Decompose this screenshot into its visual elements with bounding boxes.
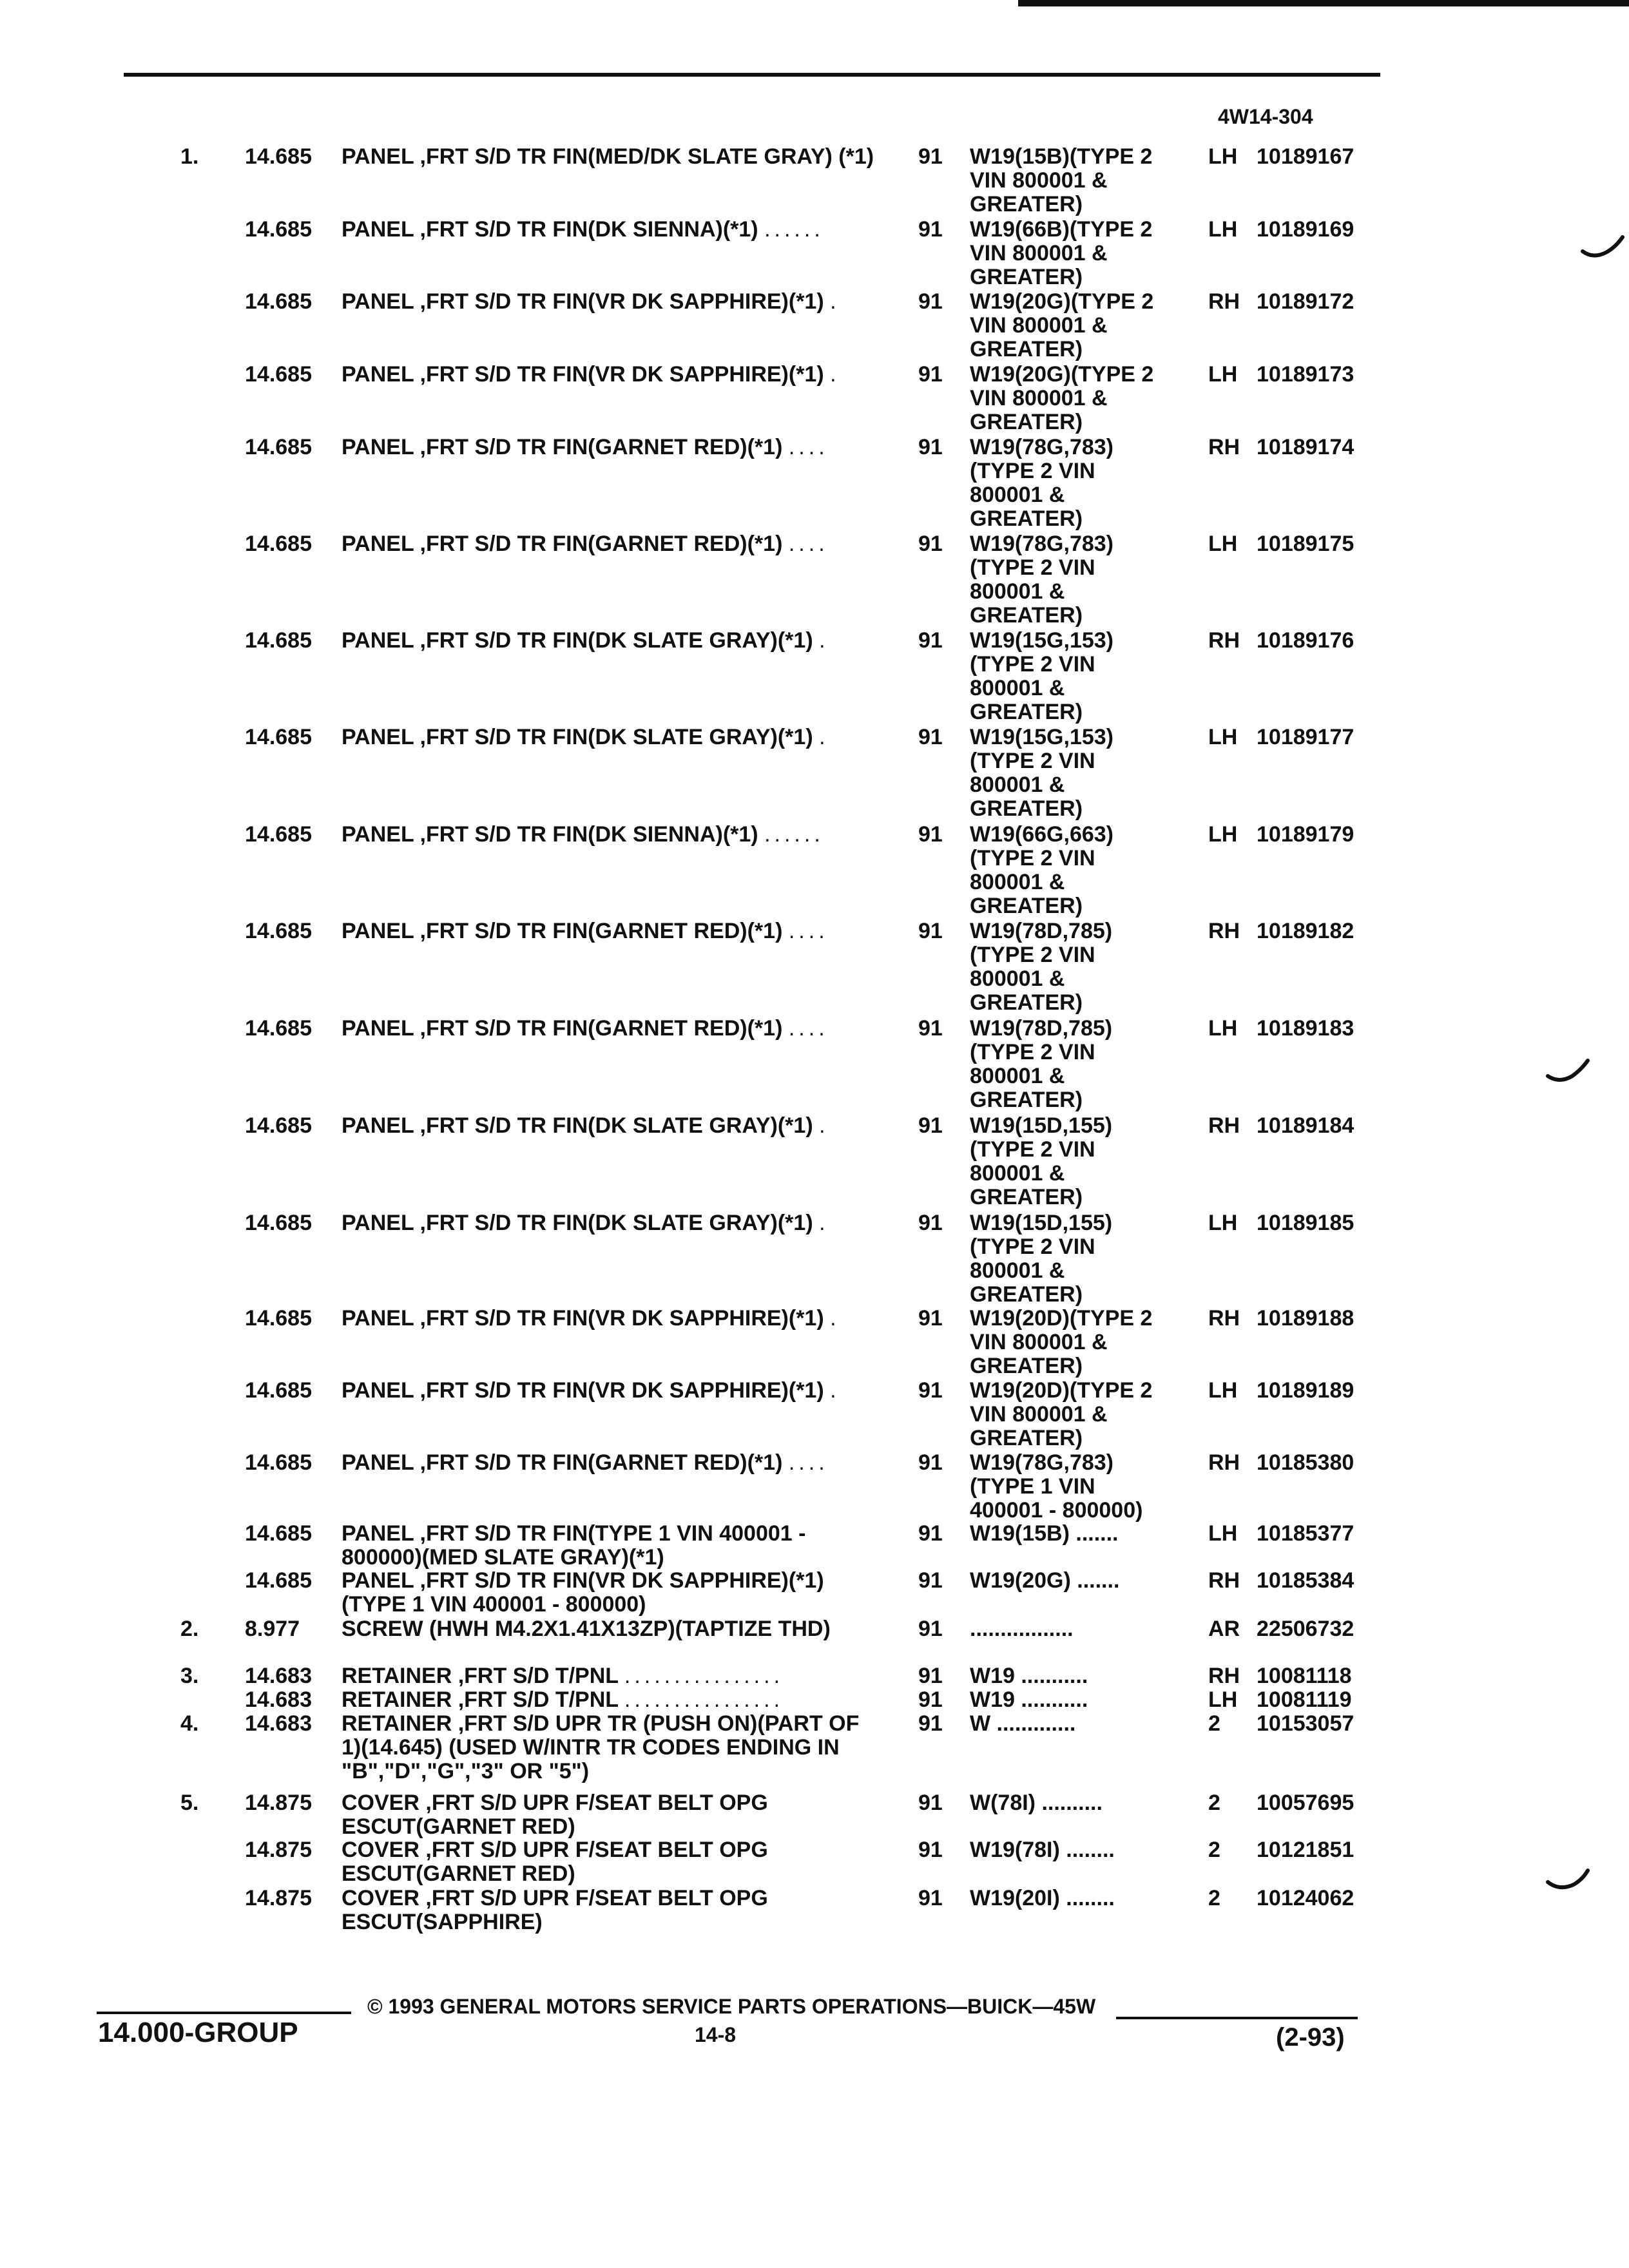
cell-year: 91 — [918, 435, 943, 459]
cell-side: LH — [1208, 1211, 1238, 1235]
cell-part-no: 10189167 — [1257, 144, 1354, 169]
cell-year: 91 — [918, 362, 943, 387]
description-leader-dots: . — [819, 725, 829, 749]
parts-row — [0, 363, 1629, 436]
cell-description — [342, 1522, 876, 1570]
cell-group: 14.685 — [245, 532, 312, 556]
description-lead: PANEL — [342, 362, 414, 387]
cell-part-no: 10189173 — [1257, 362, 1354, 387]
cell-part-no: 10189189 — [1257, 1378, 1354, 1403]
description-lead: PANEL — [342, 1378, 414, 1403]
cell-side: RH — [1208, 1664, 1240, 1688]
cell-group: 14.685 — [245, 822, 312, 847]
parts-row — [0, 1791, 1629, 1838]
cell-year: 91 — [918, 1521, 943, 1546]
description-lead: SCREW — [342, 1617, 423, 1641]
cell-group: 14.685 — [245, 217, 312, 242]
cell-side: LH — [1208, 532, 1238, 556]
cell-year: 91 — [918, 1711, 943, 1736]
description-lead: PANEL — [342, 628, 414, 653]
description-lead: RETAINER — [342, 1664, 452, 1688]
cell-group: 14.685 — [245, 1113, 312, 1138]
description-rest: ,FRT S/D T/PNL — [452, 1664, 619, 1688]
cell-part-no: 10185377 — [1257, 1521, 1354, 1546]
cell-year: 91 — [918, 919, 943, 943]
cell-side: 2 — [1208, 1711, 1220, 1736]
description-leader-dots: .... — [788, 1016, 829, 1041]
cell-part-no: 10189172 — [1257, 289, 1354, 314]
description-rest: ,FRT S/D TR FIN(MED/DK SLATE GRAY) (*1) — [414, 144, 874, 169]
cell-model: W19(78D,785) (TYPE 2 VIN 800001 & GREATER) — [970, 1016, 1113, 1112]
cell-group: 14.685 — [245, 289, 312, 314]
cell-description — [342, 1688, 876, 1712]
cell-side: RH — [1208, 919, 1240, 943]
cell-description — [342, 726, 876, 749]
cell-model: W19(78G,783) (TYPE 2 VIN 800001 & GREATER) — [970, 435, 1113, 531]
description-lead: RETAINER — [342, 1687, 452, 1712]
parts-row — [0, 1211, 1629, 1307]
cell-part-no: 10185380 — [1257, 1450, 1354, 1475]
cell-model: W19(15G,153) (TYPE 2 VIN 800001 & GREATER) — [970, 628, 1113, 724]
parts-row — [0, 1712, 1629, 1791]
description-rest: ,FRT S/D TR FIN(VR DK SAPPHIRE)(*1) — [414, 1378, 824, 1403]
cell-part-no: 10121851 — [1257, 1838, 1354, 1862]
cell-group: 14.683 — [245, 1687, 312, 1712]
cell-group: 14.875 — [245, 1886, 312, 1910]
cell-year: 91 — [918, 1113, 943, 1138]
cell-description — [342, 1211, 876, 1235]
description-lead: PANEL — [342, 822, 414, 847]
cell-group: 14.685 — [245, 725, 312, 749]
cell-side: LH — [1208, 1016, 1238, 1041]
cell-model: W19(15D,155) (TYPE 2 VIN 800001 & GREATER) — [970, 1211, 1113, 1307]
parts-row — [0, 532, 1629, 629]
description-lead: PANEL — [342, 1016, 414, 1041]
cell-year: 91 — [918, 1450, 943, 1475]
cell-description — [342, 1017, 876, 1041]
cell-side: AR — [1208, 1617, 1240, 1641]
cell-side: RH — [1208, 1568, 1240, 1593]
cell-side: 2 — [1208, 1791, 1220, 1815]
parts-row — [0, 1451, 1629, 1522]
cell-year: 91 — [918, 1886, 943, 1910]
parts-row — [0, 823, 1629, 919]
description-lead: PANEL — [342, 1306, 414, 1331]
cell-side: RH — [1208, 1450, 1240, 1475]
description-leader-dots: . — [830, 1306, 840, 1331]
cell-part-no: 10189188 — [1257, 1306, 1354, 1331]
cell-part-no: 10189184 — [1257, 1113, 1354, 1138]
page-number: 14-8 — [695, 2023, 737, 2046]
cell-part-no: 10189177 — [1257, 725, 1354, 749]
description-rest: ,FRT S/D TR FIN(DK SLATE GRAY)(*1) — [414, 1211, 813, 1235]
cell-year: 91 — [918, 1617, 943, 1641]
description-lead: PANEL — [342, 435, 414, 459]
description-rest: ,FRT S/D UPR TR (PUSH ON)(PART OF 1)(14.645) (USED W/INTR TR CODES ENDING IN "B","D","G","3" OR "5") — [342, 1711, 860, 1783]
description-leader-dots: .... — [788, 532, 829, 556]
description-leader-dots: ................ — [624, 1687, 784, 1712]
group-label: 14.000-GROUP — [98, 2017, 298, 2048]
cell-description — [342, 1114, 876, 1138]
cell-model: W(78I) .......... — [970, 1791, 1103, 1815]
parts-row — [0, 1838, 1629, 1887]
cell-year: 91 — [918, 822, 943, 847]
parts-row — [0, 726, 1629, 823]
cell-description — [342, 532, 876, 556]
cell-part-no: 10185384 — [1257, 1568, 1354, 1593]
cell-ref: 3. — [180, 1664, 199, 1688]
cell-year: 91 — [918, 217, 943, 242]
cell-part-no: 10189169 — [1257, 217, 1354, 242]
cell-side: RH — [1208, 1113, 1240, 1138]
cell-side: LH — [1208, 144, 1238, 169]
description-leader-dots: ...... — [764, 217, 824, 242]
description-lead: PANEL — [342, 725, 414, 749]
parts-row — [0, 1379, 1629, 1451]
cell-group: 14.685 — [245, 1306, 312, 1331]
parts-row — [0, 290, 1629, 363]
description-lead: PANEL — [342, 217, 414, 242]
description-rest: ,FRT S/D UPR F/SEAT BELT OPG ESCUT(GARNET RED) — [342, 1791, 768, 1839]
cell-description — [342, 1307, 876, 1331]
header-rule — [124, 73, 1380, 77]
cell-group: 14.875 — [245, 1838, 312, 1862]
description-leader-dots: .... — [788, 919, 829, 943]
cell-model: W19(15B) ....... — [970, 1521, 1119, 1546]
description-rest: ,FRT S/D TR FIN(VR DK SAPPHIRE)(*1) (TYPE 1 VIN 400001 - 800000) — [342, 1568, 824, 1617]
cell-year: 91 — [918, 144, 943, 169]
parts-row — [0, 919, 1629, 1017]
description-rest: ,FRT S/D T/PNL — [452, 1687, 619, 1712]
description-rest: ,FRT S/D TR FIN(GARNET RED)(*1) — [414, 435, 783, 459]
date-code: (2-93) — [1276, 2023, 1345, 2052]
cell-year: 91 — [918, 1306, 943, 1331]
description-lead: RETAINER — [342, 1711, 452, 1736]
cell-ref: 4. — [180, 1711, 199, 1736]
cell-year: 91 — [918, 1838, 943, 1862]
description-rest: ,FRT S/D TR FIN(VR DK SAPPHIRE)(*1) — [414, 362, 824, 387]
description-leader-dots: .... — [788, 435, 829, 459]
description-rest: ,FRT S/D TR FIN(TYPE 1 VIN 400001 - 800000)(MED SLATE GRAY)(*1) — [342, 1521, 806, 1570]
description-rest: ,FRT S/D TR FIN(VR DK SAPPHIRE)(*1) — [414, 289, 824, 314]
parts-row — [0, 1664, 1629, 1688]
cell-model: W19(20D)(TYPE 2 VIN 800001 & GREATER) — [970, 1306, 1153, 1378]
cell-model: W ............. — [970, 1711, 1076, 1736]
cell-part-no: 22506732 — [1257, 1617, 1354, 1641]
cell-model: W19(15D,155) (TYPE 2 VIN 800001 & GREATER) — [970, 1113, 1113, 1209]
cell-description — [342, 1664, 876, 1688]
cell-model: W19(20G)(TYPE 2 VIN 800001 & GREATER) — [970, 362, 1154, 434]
footer-rule-left — [97, 2012, 351, 2014]
description-rest: ,FRT S/D TR FIN(GARNET RED)(*1) — [414, 1450, 783, 1475]
parts-row — [0, 1688, 1629, 1712]
cell-group: 14.685 — [245, 1568, 312, 1593]
parts-row — [0, 1617, 1629, 1664]
description-leader-dots: .... — [788, 1450, 829, 1475]
cell-model: W19(78G,783) (TYPE 1 VIN 400001 - 800000) — [970, 1450, 1143, 1523]
description-lead: PANEL — [342, 1568, 414, 1593]
parts-row — [0, 1887, 1629, 1938]
description-leader-dots: . — [830, 289, 840, 314]
cell-model: W19 ........... — [970, 1664, 1088, 1688]
parts-row — [0, 1114, 1629, 1211]
description-lead: PANEL — [342, 1113, 414, 1138]
description-leader-dots: . — [819, 1211, 829, 1235]
cell-part-no: 10081119 — [1257, 1687, 1352, 1712]
cell-description — [342, 1617, 876, 1641]
parts-row — [0, 629, 1629, 726]
check-mark-icon — [1580, 233, 1625, 265]
description-rest: ,FRT S/D UPR F/SEAT BELT OPG ESCUT(SAPPHIRE) — [342, 1886, 768, 1934]
parts-row — [0, 1017, 1629, 1114]
cell-part-no: 10153057 — [1257, 1711, 1354, 1736]
cell-part-no: 10189175 — [1257, 532, 1354, 556]
cell-group: 14.683 — [245, 1664, 312, 1688]
cell-description — [342, 363, 876, 387]
cell-description — [342, 919, 876, 943]
cell-side: 2 — [1208, 1838, 1220, 1862]
cell-description — [342, 1379, 876, 1403]
cell-model: W19(20I) ........ — [970, 1886, 1115, 1910]
cell-group: 14.685 — [245, 628, 312, 653]
cell-description — [342, 218, 876, 242]
cell-model: ................. — [970, 1617, 1074, 1641]
description-lead: PANEL — [342, 289, 414, 314]
description-rest: ,FRT S/D TR FIN(DK SLATE GRAY)(*1) — [414, 725, 813, 749]
cell-description — [342, 823, 876, 847]
cell-year: 91 — [918, 1016, 943, 1041]
cell-side: LH — [1208, 1687, 1238, 1712]
cell-year: 91 — [918, 1791, 943, 1815]
cell-model: W19(15B)(TYPE 2 VIN 800001 & GREATER) — [970, 144, 1153, 216]
cell-group: 14.685 — [245, 1521, 312, 1546]
copyright-notice: © 1993 GENERAL MOTORS SERVICE PARTS OPERATIONS—BUICK—45W — [367, 1995, 1096, 2018]
description-rest: ,FRT S/D UPR F/SEAT BELT OPG ESCUT(GARNET RED) — [342, 1838, 768, 1886]
cell-side: LH — [1208, 217, 1238, 242]
description-lead: PANEL — [342, 144, 414, 169]
cell-description — [342, 436, 876, 459]
description-rest: ,FRT S/D TR FIN(GARNET RED)(*1) — [414, 919, 783, 943]
parts-row — [0, 145, 1629, 218]
description-lead: PANEL — [342, 532, 414, 556]
description-leader-dots: . — [819, 628, 829, 653]
cell-part-no: 10189185 — [1257, 1211, 1354, 1235]
cell-part-no: 10189183 — [1257, 1016, 1354, 1041]
cell-year: 91 — [918, 1687, 943, 1712]
cell-ref: 2. — [180, 1617, 199, 1641]
cell-year: 91 — [918, 1378, 943, 1403]
parts-row — [0, 436, 1629, 532]
cell-group: 14.685 — [245, 919, 312, 943]
description-lead: COVER — [342, 1791, 419, 1815]
cell-description — [342, 1838, 876, 1886]
cell-group: 14.685 — [245, 1016, 312, 1041]
cell-side: RH — [1208, 289, 1240, 314]
cell-year: 91 — [918, 628, 943, 653]
check-mark-icon — [1545, 1865, 1590, 1898]
top-edge-bar — [1018, 0, 1629, 6]
cell-year: 91 — [918, 725, 943, 749]
cell-description — [342, 145, 876, 169]
cell-ref: 5. — [180, 1791, 199, 1815]
parts-row — [0, 1569, 1629, 1617]
cell-model: W19(20G)(TYPE 2 VIN 800001 & GREATER) — [970, 289, 1154, 361]
cell-group: 14.685 — [245, 1211, 312, 1235]
check-mark-icon — [1545, 1057, 1590, 1089]
cell-side: RH — [1208, 435, 1240, 459]
cell-part-no: 10057695 — [1257, 1791, 1354, 1815]
description-rest: ,FRT S/D TR FIN(GARNET RED)(*1) — [414, 532, 783, 556]
cell-group: 14.685 — [245, 144, 312, 169]
description-rest: ,FRT S/D TR FIN(DK SIENNA)(*1) — [414, 217, 758, 242]
parts-row — [0, 1522, 1629, 1569]
description-lead: PANEL — [342, 1450, 414, 1475]
cell-group: 14.683 — [245, 1711, 312, 1736]
description-leader-dots: ...... — [764, 822, 824, 847]
cell-group: 14.685 — [245, 1378, 312, 1403]
cell-model: W19(66G,663) (TYPE 2 VIN 800001 & GREATER) — [970, 822, 1113, 918]
cell-side: LH — [1208, 1521, 1238, 1546]
cell-side: 2 — [1208, 1886, 1220, 1910]
cell-part-no: 10124062 — [1257, 1886, 1354, 1910]
description-lead: PANEL — [342, 1211, 414, 1235]
cell-description — [342, 1712, 876, 1783]
description-rest: ,FRT S/D TR FIN(DK SIENNA)(*1) — [414, 822, 758, 847]
cell-side: LH — [1208, 725, 1238, 749]
cell-year: 91 — [918, 1568, 943, 1593]
cell-group: 14.685 — [245, 1450, 312, 1475]
cell-description — [342, 1569, 876, 1617]
parts-row — [0, 218, 1629, 291]
cell-model: W19(15G,153) (TYPE 2 VIN 800001 & GREATER) — [970, 725, 1113, 821]
description-lead: PANEL — [342, 1521, 414, 1546]
description-rest: ,FRT S/D TR FIN(VR DK SAPPHIRE)(*1) — [414, 1306, 824, 1331]
description-rest: ,FRT S/D TR FIN(GARNET RED)(*1) — [414, 1016, 783, 1041]
description-lead: COVER — [342, 1838, 419, 1862]
cell-description — [342, 1791, 876, 1839]
cell-description — [342, 629, 876, 653]
cell-side: RH — [1208, 628, 1240, 653]
cell-model: W19(78I) ........ — [970, 1838, 1115, 1862]
description-lead: COVER — [342, 1886, 419, 1910]
cell-part-no: 10189176 — [1257, 628, 1354, 653]
cell-model: W19(20G) ....... — [970, 1568, 1120, 1593]
cell-model: W19 ........... — [970, 1687, 1088, 1712]
cell-part-no: 10189182 — [1257, 919, 1354, 943]
cell-description — [342, 1887, 876, 1934]
cell-part-no: 10081118 — [1257, 1664, 1352, 1688]
cell-side: LH — [1208, 822, 1238, 847]
description-leader-dots: . — [819, 1113, 829, 1138]
cell-side: LH — [1208, 1378, 1238, 1403]
cell-group: 14.875 — [245, 1791, 312, 1815]
page-code: 4W14-304 — [1218, 105, 1313, 128]
cell-ref: 1. — [180, 144, 199, 169]
cell-description — [342, 290, 876, 314]
description-lead: PANEL — [342, 919, 414, 943]
cell-group: 14.685 — [245, 435, 312, 459]
description-rest: (HWH M4.2X1.41X13ZP)(TAPTIZE THD) — [423, 1617, 831, 1641]
cell-year: 91 — [918, 1664, 943, 1688]
description-leader-dots: ................ — [624, 1664, 784, 1688]
cell-model: W19(20D)(TYPE 2 VIN 800001 & GREATER) — [970, 1378, 1153, 1450]
cell-model: W19(78G,783) (TYPE 2 VIN 800001 & GREATER) — [970, 532, 1113, 628]
cell-side: LH — [1208, 362, 1238, 387]
cell-side: RH — [1208, 1306, 1240, 1331]
cell-group: 8.977 — [245, 1617, 300, 1641]
cell-part-no: 10189179 — [1257, 822, 1354, 847]
cell-year: 91 — [918, 289, 943, 314]
cell-part-no: 10189174 — [1257, 435, 1354, 459]
cell-model: W19(78D,785) (TYPE 2 VIN 800001 & GREATER) — [970, 919, 1113, 1015]
cell-year: 91 — [918, 1211, 943, 1235]
cell-description — [342, 1451, 876, 1475]
footer-rule-right — [1116, 2017, 1358, 2019]
cell-model: W19(66B)(TYPE 2 VIN 800001 & GREATER) — [970, 217, 1153, 289]
description-rest: ,FRT S/D TR FIN(DK SLATE GRAY)(*1) — [414, 628, 813, 653]
cell-year: 91 — [918, 532, 943, 556]
description-rest: ,FRT S/D TR FIN(DK SLATE GRAY)(*1) — [414, 1113, 813, 1138]
description-leader-dots: . — [830, 362, 840, 387]
cell-group: 14.685 — [245, 362, 312, 387]
description-leader-dots: . — [830, 1378, 840, 1403]
parts-row — [0, 1307, 1629, 1379]
